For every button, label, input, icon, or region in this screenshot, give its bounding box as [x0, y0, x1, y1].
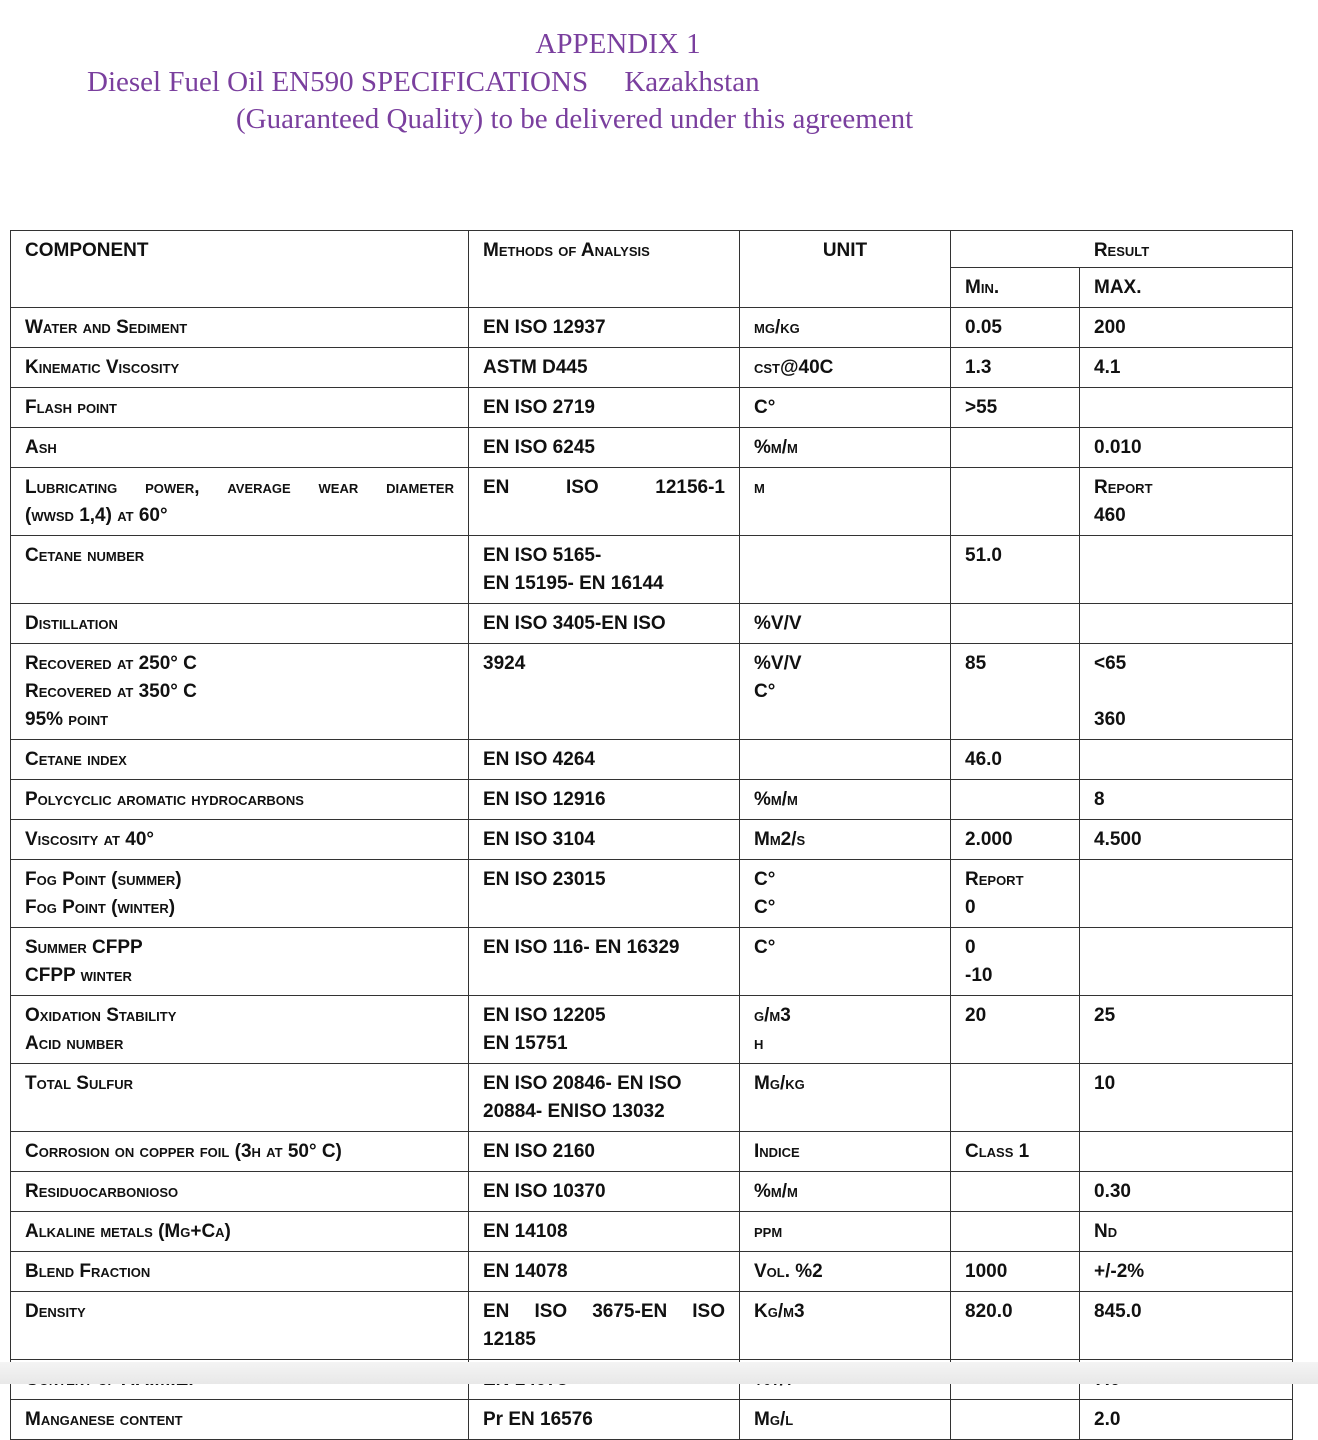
header-min: Min. [951, 268, 1080, 308]
cell-line [1094, 934, 1278, 962]
cell-method [469, 388, 740, 428]
cell-max [1080, 604, 1293, 644]
cell-line: Residuocarbonioso [25, 1181, 179, 1202]
cell-line: EN ISO 12156-1 [483, 477, 725, 498]
cell-min [951, 604, 1080, 644]
cell-line: ASTM D445 [483, 357, 588, 378]
cell-line [1094, 746, 1278, 774]
cell-line: EN ISO 12937 [483, 317, 606, 338]
cell-line: Acid number [25, 1033, 124, 1054]
cell-unit [740, 740, 951, 780]
page-bottom-edge [0, 1362, 1318, 1384]
cell-line: 845.0 [1094, 1301, 1142, 1322]
cell-component [11, 468, 469, 536]
cell-line: 200 [1094, 317, 1126, 338]
cell-line [965, 1070, 1065, 1098]
cell-line: 12185 [483, 1329, 536, 1350]
cell-component [11, 1212, 469, 1252]
cell-line: C° [754, 869, 776, 890]
cell-line [1094, 678, 1278, 706]
cell-unit [740, 820, 951, 860]
table-body [11, 308, 1293, 1440]
cell-method [469, 1064, 740, 1132]
cell-line: C° [754, 397, 776, 418]
cell-line: Water and Sediment [25, 317, 188, 338]
cell-min [951, 1212, 1080, 1252]
table-row [11, 348, 1293, 388]
cell-unit [740, 308, 951, 348]
cell-max [1080, 928, 1293, 996]
cell-min [951, 644, 1080, 740]
cell-line: EN 15751 [483, 1033, 568, 1054]
cell-line: Kg/m3 [754, 1301, 805, 1322]
cell-line: 3924 [483, 653, 526, 674]
cell-line: (wwsd 1,4) at 60° [25, 505, 168, 526]
cell-line: EN ISO 4264 [483, 749, 595, 770]
table-row [11, 1212, 1293, 1252]
cell-component [11, 1132, 469, 1172]
cell-max [1080, 428, 1293, 468]
cell-line: EN ISO 20846- EN ISO [483, 1073, 682, 1094]
cell-line: 2.0 [1094, 1409, 1121, 1430]
cell-line: Density [25, 1301, 86, 1322]
cell-line: Ash [25, 437, 57, 458]
cell-line: mg/kg [754, 317, 800, 338]
cell-component [11, 996, 469, 1064]
cell-line [754, 542, 936, 570]
header-unit: UNIT [740, 231, 951, 308]
cell-line [965, 610, 1065, 638]
table-row [11, 820, 1293, 860]
cell-min [951, 996, 1080, 1064]
cell-min [951, 860, 1080, 928]
cell-min [951, 536, 1080, 604]
cell-line: EN 15195- EN 16144 [483, 573, 664, 594]
cell-method [469, 428, 740, 468]
cell-unit [740, 644, 951, 740]
cell-max [1080, 1132, 1293, 1172]
cell-line [754, 746, 936, 774]
header-methods: Methods of Analysis [469, 231, 740, 308]
cell-min [951, 1064, 1080, 1132]
cell-line: %m/m [754, 437, 798, 458]
cell-max [1080, 348, 1293, 388]
cell-line [1094, 542, 1278, 570]
cell-unit [740, 1132, 951, 1172]
cell-line: %m/m [754, 789, 798, 810]
cell-line: 2.000 [965, 829, 1013, 850]
cell-min [951, 428, 1080, 468]
cell-line: 8 [1094, 789, 1105, 810]
cell-min [951, 388, 1080, 428]
table-row [11, 536, 1293, 604]
table-row [11, 1132, 1293, 1172]
cell-method [469, 1172, 740, 1212]
cell-line: Vol. %2 [754, 1261, 823, 1282]
cell-method [469, 1132, 740, 1172]
cell-line: 1000 [965, 1261, 1008, 1282]
table-row [11, 468, 1293, 536]
cell-line: Flash point [25, 397, 117, 418]
cell-line: CFPP winter [25, 965, 132, 986]
cell-unit [740, 996, 951, 1064]
cell-max [1080, 1064, 1293, 1132]
header-component: COMPONENT [11, 231, 469, 308]
cell-unit [740, 468, 951, 536]
cell-line: ppm [754, 1221, 783, 1242]
cell-method [469, 740, 740, 780]
cell-line: Manganese content [25, 1409, 183, 1430]
cell-line: Corrosion on copper foil (3h at 50° C) [25, 1141, 342, 1162]
cell-component [11, 388, 469, 428]
table-row [11, 1172, 1293, 1212]
cell-line: Alkaline metals (Mg+Ca) [25, 1221, 231, 1242]
cell-method [469, 1212, 740, 1252]
appendix-title: APPENDIX 1 [535, 28, 701, 60]
cell-line: Total Sulfur [25, 1073, 134, 1094]
cell-method [469, 348, 740, 388]
cell-line [1094, 610, 1278, 638]
cell-line: g/m3 [754, 1005, 791, 1026]
cell-line: Polycyclic aromatic hydrocarbons [25, 789, 304, 810]
cell-unit [740, 928, 951, 996]
cell-line: Class 1 [965, 1141, 1030, 1162]
cell-max [1080, 1400, 1293, 1440]
table-row [11, 388, 1293, 428]
cell-line: EN ISO 10370 [483, 1181, 606, 1202]
cell-line: 360 [1094, 709, 1126, 730]
cell-max [1080, 388, 1293, 428]
table-row [11, 1252, 1293, 1292]
cell-method [469, 780, 740, 820]
cell-min [951, 740, 1080, 780]
cell-max [1080, 644, 1293, 740]
cell-line: Distillation [25, 613, 118, 634]
table-row [11, 1292, 1293, 1360]
cell-line: C° [754, 937, 776, 958]
cell-line: Oxidation Stability [25, 1005, 177, 1026]
cell-unit [740, 536, 951, 604]
cell-line: EN ISO 6245 [483, 437, 595, 458]
cell-unit [740, 1212, 951, 1252]
cell-min [951, 928, 1080, 996]
cell-component [11, 740, 469, 780]
cell-max [1080, 1212, 1293, 1252]
cell-min [951, 820, 1080, 860]
cell-line: Cetane index [25, 749, 127, 770]
cell-unit [740, 604, 951, 644]
cell-line: EN ISO 2719 [483, 397, 595, 418]
cell-line [1094, 1138, 1278, 1166]
cell-component [11, 348, 469, 388]
cell-line: 460 [1094, 505, 1126, 526]
cell-line: 46.0 [965, 749, 1002, 770]
cell-line: h [754, 1033, 764, 1054]
cell-line: 10 [1094, 1073, 1116, 1094]
table-header-row [11, 231, 1293, 268]
cell-component [11, 820, 469, 860]
cell-line: m [754, 477, 765, 498]
cell-line: EN ISO 3405-EN ISO [483, 613, 666, 634]
cell-line [965, 1178, 1065, 1206]
cell-line: Blend Fraction [25, 1261, 151, 1282]
cell-line: 25 [1094, 1005, 1116, 1026]
cell-line: 820.0 [965, 1301, 1013, 1322]
cell-line: Pr EN 16576 [483, 1409, 593, 1430]
cell-unit [740, 428, 951, 468]
cell-max [1080, 996, 1293, 1064]
cell-line: EN ISO 12205 [483, 1005, 606, 1026]
cell-line: Lubricating power, average wear diameter [25, 477, 454, 498]
cell-max [1080, 1172, 1293, 1212]
cell-max [1080, 820, 1293, 860]
table-row [11, 1064, 1293, 1132]
cell-min [951, 348, 1080, 388]
cell-component [11, 860, 469, 928]
cell-method [469, 468, 740, 536]
cell-max [1080, 1252, 1293, 1292]
cell-line: EN ISO 23015 [483, 869, 606, 890]
cell-line: EN 14078 [483, 1261, 568, 1282]
cell-component [11, 644, 469, 740]
cell-line: 0 [965, 937, 976, 958]
cell-component [11, 536, 469, 604]
cell-max [1080, 860, 1293, 928]
cell-line: %m/m [754, 1181, 798, 1202]
cell-unit [740, 780, 951, 820]
cell-line: Fog Point (summer) [25, 869, 182, 890]
cell-min [951, 1172, 1080, 1212]
cell-unit [740, 388, 951, 428]
cell-line: C° [754, 897, 776, 918]
cell-min [951, 1400, 1080, 1440]
cell-max [1080, 536, 1293, 604]
cell-min [951, 308, 1080, 348]
cell-min [951, 1132, 1080, 1172]
cell-component [11, 1400, 469, 1440]
cell-line: <65 [1094, 653, 1127, 674]
cell-line: +/-2% [1094, 1261, 1145, 1282]
cell-line: EN ISO 2160 [483, 1141, 595, 1162]
cell-line [1094, 866, 1278, 894]
cell-unit [740, 1064, 951, 1132]
cell-line: EN ISO 5165- [483, 545, 602, 566]
cell-component [11, 1064, 469, 1132]
cell-component [11, 1292, 469, 1360]
cell-line: Cetane number [25, 545, 145, 566]
cell-max [1080, 780, 1293, 820]
cell-method [469, 928, 740, 996]
cell-line: Recovered at 250° C [25, 653, 197, 674]
spec-title: Diesel Fuel Oil EN590 SPECIFICATIONS Kazakhstan [87, 66, 760, 98]
cell-line: Recovered at 350° C [25, 681, 197, 702]
table-row [11, 644, 1293, 740]
cell-line: Kinematic Viscosity [25, 357, 180, 378]
cell-unit [740, 1400, 951, 1440]
cell-method [469, 820, 740, 860]
cell-min [951, 1292, 1080, 1360]
cell-line: EN ISO 3675-EN ISO [483, 1301, 725, 1322]
table-row [11, 928, 1293, 996]
table-row [11, 740, 1293, 780]
cell-method [469, 860, 740, 928]
cell-method [469, 996, 740, 1064]
cell-line [965, 434, 1065, 462]
cell-line: 4.1 [1094, 357, 1121, 378]
cell-line: 4.500 [1094, 829, 1142, 850]
cell-line [965, 786, 1065, 814]
cell-component [11, 428, 469, 468]
spec-subtitle: (Guaranteed Quality) to be delivered under this agreement [236, 103, 914, 135]
cell-unit [740, 1252, 951, 1292]
cell-line: 20 [965, 1005, 987, 1026]
table-row [11, 996, 1293, 1064]
cell-min [951, 1252, 1080, 1292]
cell-method [469, 1400, 740, 1440]
table-row [11, 308, 1293, 348]
cell-unit [740, 1292, 951, 1360]
table-row [11, 604, 1293, 644]
cell-line: EN ISO 3104 [483, 829, 595, 850]
cell-line: >55 [965, 397, 998, 418]
cell-method [469, 536, 740, 604]
cell-line: Viscosity at 40° [25, 829, 155, 850]
cell-unit [740, 860, 951, 928]
cell-line: Nd [1094, 1221, 1118, 1242]
cell-line [965, 1218, 1065, 1246]
cell-line: 95% point [25, 709, 109, 730]
cell-line: Report [965, 869, 1024, 890]
cell-component [11, 1252, 469, 1292]
cell-line [1094, 394, 1278, 422]
cell-line: Mm2/s [754, 829, 806, 850]
cell-method [469, 604, 740, 644]
cell-line: Fog Point (winter) [25, 897, 176, 918]
cell-line: 1.3 [965, 357, 992, 378]
cell-component [11, 1172, 469, 1212]
cell-line: Mg/kg [754, 1073, 805, 1094]
specifications-table [10, 230, 1293, 1440]
cell-max [1080, 740, 1293, 780]
cell-line: %V/V [754, 613, 802, 634]
cell-line: cst@40C [754, 357, 834, 378]
cell-method [469, 644, 740, 740]
cell-max [1080, 468, 1293, 536]
cell-line: 20884- ENISO 13032 [483, 1101, 665, 1122]
cell-line [965, 1406, 1065, 1434]
cell-line: -10 [965, 965, 993, 986]
cell-min [951, 468, 1080, 536]
cell-line: 85 [965, 653, 987, 674]
cell-component [11, 308, 469, 348]
cell-line: EN ISO 116- EN 16329 [483, 937, 680, 958]
cell-line: Indice [754, 1141, 800, 1162]
table-row [11, 428, 1293, 468]
table-row [11, 1400, 1293, 1440]
table-row [11, 780, 1293, 820]
cell-method [469, 1292, 740, 1360]
cell-method [469, 1252, 740, 1292]
cell-component [11, 604, 469, 644]
cell-min [951, 780, 1080, 820]
cell-line: Report [1094, 477, 1153, 498]
cell-line: Mg/l [754, 1409, 794, 1430]
cell-component [11, 780, 469, 820]
cell-unit [740, 348, 951, 388]
cell-line: 0.30 [1094, 1181, 1131, 1202]
header-max: MAX. [1080, 268, 1293, 308]
cell-method [469, 308, 740, 348]
cell-line: Summer CFPP [25, 937, 143, 958]
cell-component [11, 928, 469, 996]
cell-line: EN 14108 [483, 1221, 568, 1242]
header-result: Result [951, 231, 1293, 268]
cell-line: 51.0 [965, 545, 1002, 566]
cell-max [1080, 1292, 1293, 1360]
table-row [11, 860, 1293, 928]
cell-max [1080, 308, 1293, 348]
cell-line: EN ISO 12916 [483, 789, 606, 810]
cell-line: 0 [965, 897, 976, 918]
cell-line: 0.05 [965, 317, 1002, 338]
cell-line: 0.010 [1094, 437, 1142, 458]
cell-line: %V/V [754, 653, 802, 674]
cell-line [965, 474, 1065, 502]
cell-unit [740, 1172, 951, 1212]
cell-line: C° [754, 681, 776, 702]
